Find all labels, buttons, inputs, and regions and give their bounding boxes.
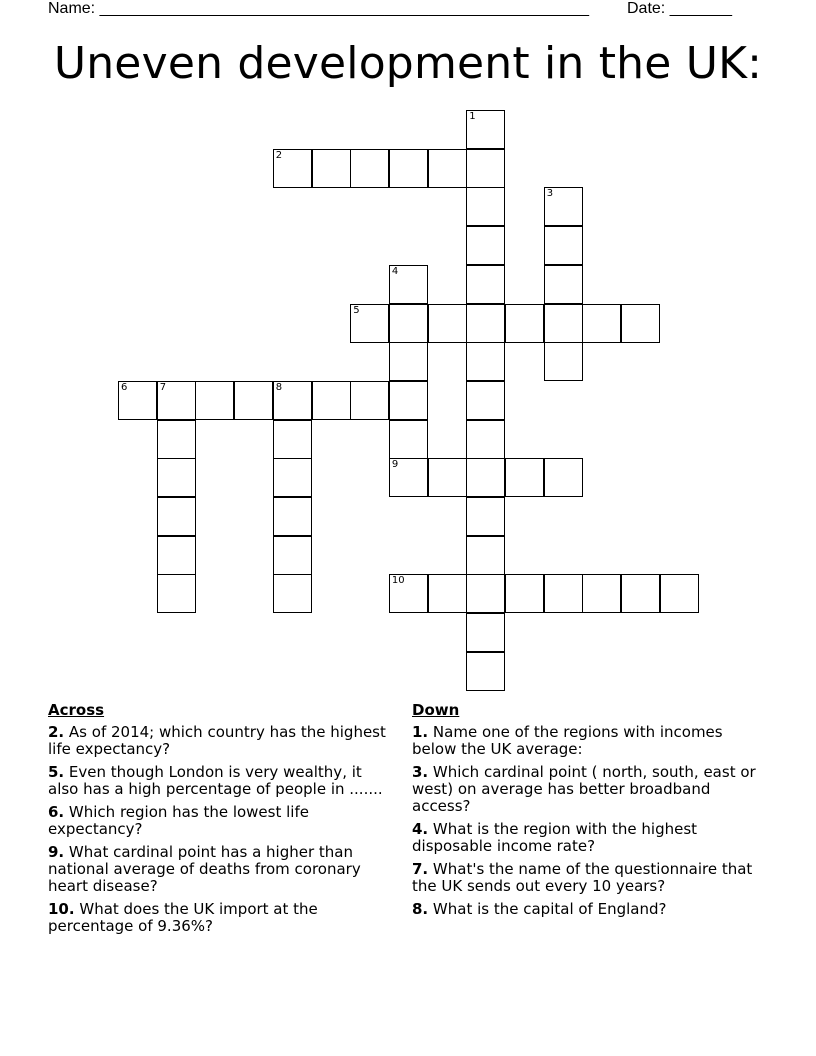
cell-number: 8	[275, 381, 283, 393]
clue-text: Which region has the lowest life expectancy?	[48, 803, 309, 838]
clue-number: 10.	[48, 900, 75, 918]
crossword-cell[interactable]	[273, 381, 312, 420]
clue-number: 6.	[48, 803, 65, 821]
crossword-cell[interactable]	[350, 381, 389, 420]
crossword-cell[interactable]	[466, 342, 505, 381]
crossword-cell[interactable]	[466, 420, 505, 459]
crossword-cell[interactable]	[621, 304, 660, 343]
crossword-cell[interactable]	[466, 265, 505, 304]
crossword-cell[interactable]	[428, 574, 467, 613]
crossword-cell[interactable]	[118, 381, 157, 420]
clue-down-7	[412, 861, 758, 895]
clue-across-9	[48, 844, 394, 895]
cell-number: 3	[546, 188, 554, 200]
cell-number: 9	[391, 459, 399, 471]
crossword-cell[interactable]	[157, 458, 196, 497]
cell-number: 10	[391, 575, 405, 587]
clue-text: Name one of the regions with incomes below the UK average:	[412, 723, 723, 758]
cell-number: 6	[121, 381, 128, 393]
crossword-cell[interactable]	[195, 381, 234, 420]
across-clues	[48, 702, 394, 941]
clue-across-2	[48, 724, 394, 758]
clue-number: 4.	[412, 820, 429, 838]
crossword-cell[interactable]	[273, 149, 312, 188]
crossword-cell[interactable]	[544, 342, 583, 381]
cell-number: 1	[469, 111, 476, 122]
crossword-cell[interactable]	[273, 574, 312, 613]
crossword-cell[interactable]	[466, 458, 505, 497]
crossword-cell[interactable]	[389, 265, 428, 304]
clue-number: 5.	[48, 763, 65, 781]
clue-number: 8.	[412, 900, 429, 918]
cell-number: 5	[353, 304, 360, 316]
crossword-cell[interactable]	[466, 497, 505, 536]
date-field[interactable]: Date: _______	[627, 0, 732, 17]
crossword-cell[interactable]	[466, 110, 505, 149]
clue-text: As of 2014; which country has the highest life expectancy?	[48, 723, 386, 758]
clue-text: What cardinal point has a higher than national average of deaths from coronary heart disease?	[48, 843, 361, 895]
crossword-cell[interactable]	[544, 226, 583, 265]
crossword-cell[interactable]	[273, 458, 312, 497]
down-heading: Down	[412, 701, 460, 719]
name-field[interactable]: Name: _______________________________________________________	[48, 0, 589, 17]
crossword-cell[interactable]	[428, 458, 467, 497]
clue-text: Even though London is very wealthy, it also has a high percentage of people in .......	[48, 763, 383, 798]
cell-number: 7	[159, 381, 167, 393]
crossword-cell[interactable]	[350, 149, 389, 188]
crossword-cell[interactable]	[621, 574, 660, 613]
crossword-cell[interactable]	[157, 420, 196, 459]
crossword-cell[interactable]	[273, 497, 312, 536]
crossword-cell[interactable]	[428, 304, 467, 343]
crossword-cell[interactable]	[466, 574, 505, 613]
crossword-cell[interactable]	[312, 149, 351, 188]
crossword-cell[interactable]	[466, 187, 505, 226]
cell-number: 4	[391, 265, 399, 277]
crossword-cell[interactable]	[389, 149, 428, 188]
crossword-cell[interactable]	[466, 304, 505, 343]
crossword-cell[interactable]	[582, 574, 621, 613]
crossword-cell[interactable]	[273, 536, 312, 575]
down-clues	[412, 702, 758, 924]
clue-across-5	[48, 764, 394, 798]
clue-number: 3.	[412, 763, 429, 781]
crossword-cell[interactable]	[157, 497, 196, 536]
crossword-cell[interactable]	[466, 381, 505, 420]
clue-down-4	[412, 821, 758, 855]
crossword-cell[interactable]	[466, 613, 505, 652]
clue-down-1	[412, 724, 758, 758]
clue-down-8	[412, 901, 758, 918]
clue-text: What does the UK import at the percentage of 9.36%?	[48, 900, 318, 935]
crossword-cell[interactable]	[389, 574, 428, 613]
crossword-cell[interactable]	[157, 536, 196, 575]
clue-number: 7.	[412, 860, 429, 878]
crossword-cell[interactable]	[505, 304, 544, 343]
crossword-cell[interactable]	[544, 187, 583, 226]
clue-number: 9.	[48, 843, 65, 861]
crossword-cell[interactable]	[505, 574, 544, 613]
clue-across-6	[48, 804, 394, 838]
crossword-cell[interactable]	[350, 304, 389, 343]
clue-text: Which cardinal point ( north, south, east or west) on average has better broadband access?	[412, 763, 756, 815]
crossword-cell[interactable]	[505, 458, 544, 497]
crossword-cell[interactable]	[428, 149, 467, 188]
crossword-cell[interactable]	[389, 420, 428, 459]
puzzle-title: Uneven development in the UK:	[53, 38, 763, 89]
crossword-cell[interactable]	[466, 536, 505, 575]
crossword-cell[interactable]	[466, 652, 505, 691]
crossword-cell[interactable]	[157, 381, 196, 420]
crossword-cell[interactable]	[544, 265, 583, 304]
crossword-cell[interactable]	[466, 226, 505, 265]
crossword-cell[interactable]	[273, 420, 312, 459]
crossword-cell[interactable]	[466, 149, 505, 188]
crossword-cell[interactable]	[544, 304, 583, 343]
crossword-cell[interactable]	[389, 304, 428, 343]
clue-number: 2.	[48, 723, 65, 741]
crossword-cell[interactable]	[312, 381, 351, 420]
cell-number: 2	[275, 149, 283, 161]
crossword-cell[interactable]	[544, 458, 583, 497]
clue-text: What is the region with the highest disposable income rate?	[412, 820, 698, 855]
crossword-cell[interactable]	[157, 574, 196, 613]
across-heading: Across	[48, 701, 105, 719]
crossword-cell[interactable]	[234, 381, 273, 420]
crossword-cell[interactable]	[544, 574, 583, 613]
clue-down-3	[412, 764, 758, 815]
clue-text: What is the capital of England?	[432, 900, 667, 918]
clue-text: What's the name of the questionnaire that the UK sends out every 10 years?	[412, 860, 753, 895]
crossword-cell[interactable]	[389, 342, 428, 381]
crossword-cell[interactable]	[389, 381, 428, 420]
crossword-cell[interactable]	[660, 574, 699, 613]
clue-number: 1.	[412, 723, 429, 741]
crossword-cell[interactable]	[582, 304, 621, 343]
clue-across-10	[48, 901, 394, 935]
crossword-cell[interactable]	[389, 458, 428, 497]
